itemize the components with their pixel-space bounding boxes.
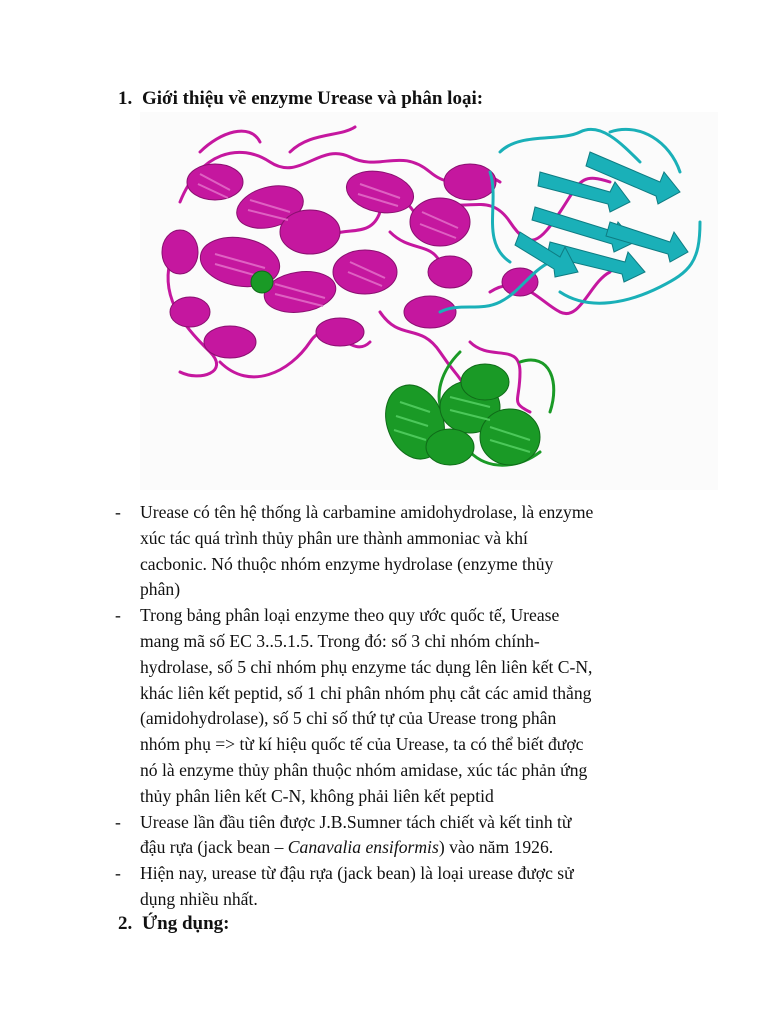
species-name: Canavalia ensiformis bbox=[287, 837, 439, 858]
bullet-marker: - bbox=[115, 811, 121, 832]
text-line: khác liên kết peptid, số 1 chỉ phân nhóm phụ cắt các amid thẳng bbox=[140, 682, 592, 703]
text-line: nhóm phụ => từ kí hiệu quốc tế của Urease, ta có thể biết được bbox=[140, 734, 584, 755]
text-line: xúc tác quá trình thủy phân ure thành ammoniac và khí bbox=[140, 527, 528, 548]
text-line: dụng nhiều nhất. bbox=[140, 888, 258, 909]
section-1-heading bbox=[118, 88, 483, 110]
bullet-marker: - bbox=[115, 502, 121, 522]
urease-protein-structure-icon bbox=[140, 112, 718, 490]
section-2-title: Ứng dụng: bbox=[142, 913, 230, 934]
text-line: phân) bbox=[140, 579, 181, 600]
bullet-marker: - bbox=[115, 605, 121, 626]
section-1-number: 1. bbox=[118, 88, 133, 109]
section-1-title: Giới thiệu về enzyme Urease và phân loại: bbox=[142, 88, 484, 109]
list-item bbox=[113, 603, 683, 809]
text-line: Urease có tên hệ thống là carbamine amidohydrolase, là enzyme bbox=[140, 502, 594, 522]
text-segment: đậu rựa (jack bean – bbox=[140, 837, 288, 858]
text-line bbox=[140, 835, 683, 861]
section-2-number: 2. bbox=[118, 913, 133, 934]
bullet-list bbox=[113, 500, 683, 913]
list-item bbox=[113, 861, 683, 913]
text-line: Urease lần đầu tiên được J.B.Sumner tách chiết và kết tinh từ bbox=[140, 811, 572, 832]
list-item bbox=[113, 810, 683, 862]
text-line: (amidohydrolase), số 5 chỉ số thứ tự của Urease trong phân bbox=[140, 708, 557, 729]
text-segment: ) vào năm 1926. bbox=[438, 837, 554, 858]
text-line: cacbonic. Nó thuộc nhóm enzyme hydrolase (enzyme thủy bbox=[140, 553, 554, 574]
text-line: nó là enzyme thủy phân thuộc nhóm amidase, xúc tác phản ứng bbox=[140, 759, 588, 780]
section-2-heading bbox=[118, 913, 229, 935]
text-line: Hiện nay, urease từ đậu rựa (jack bean) là loại urease được sử bbox=[140, 863, 574, 884]
bullet-marker: - bbox=[115, 863, 121, 884]
text-line: thủy phân liên kết C-N, không phải liên kết peptid bbox=[140, 785, 494, 806]
list-item bbox=[113, 500, 683, 603]
text-line: hydrolase, số 5 chỉ nhóm phụ enzyme tác dụng lên liên kết C-N, bbox=[140, 656, 593, 677]
text-line: mang mã số EC 3..5.1.5. Trong đó: số 3 chỉ nhóm chính- bbox=[140, 630, 540, 651]
text-line: Trong bảng phân loại enzyme theo quy ước quốc tế, Urease bbox=[140, 605, 560, 626]
